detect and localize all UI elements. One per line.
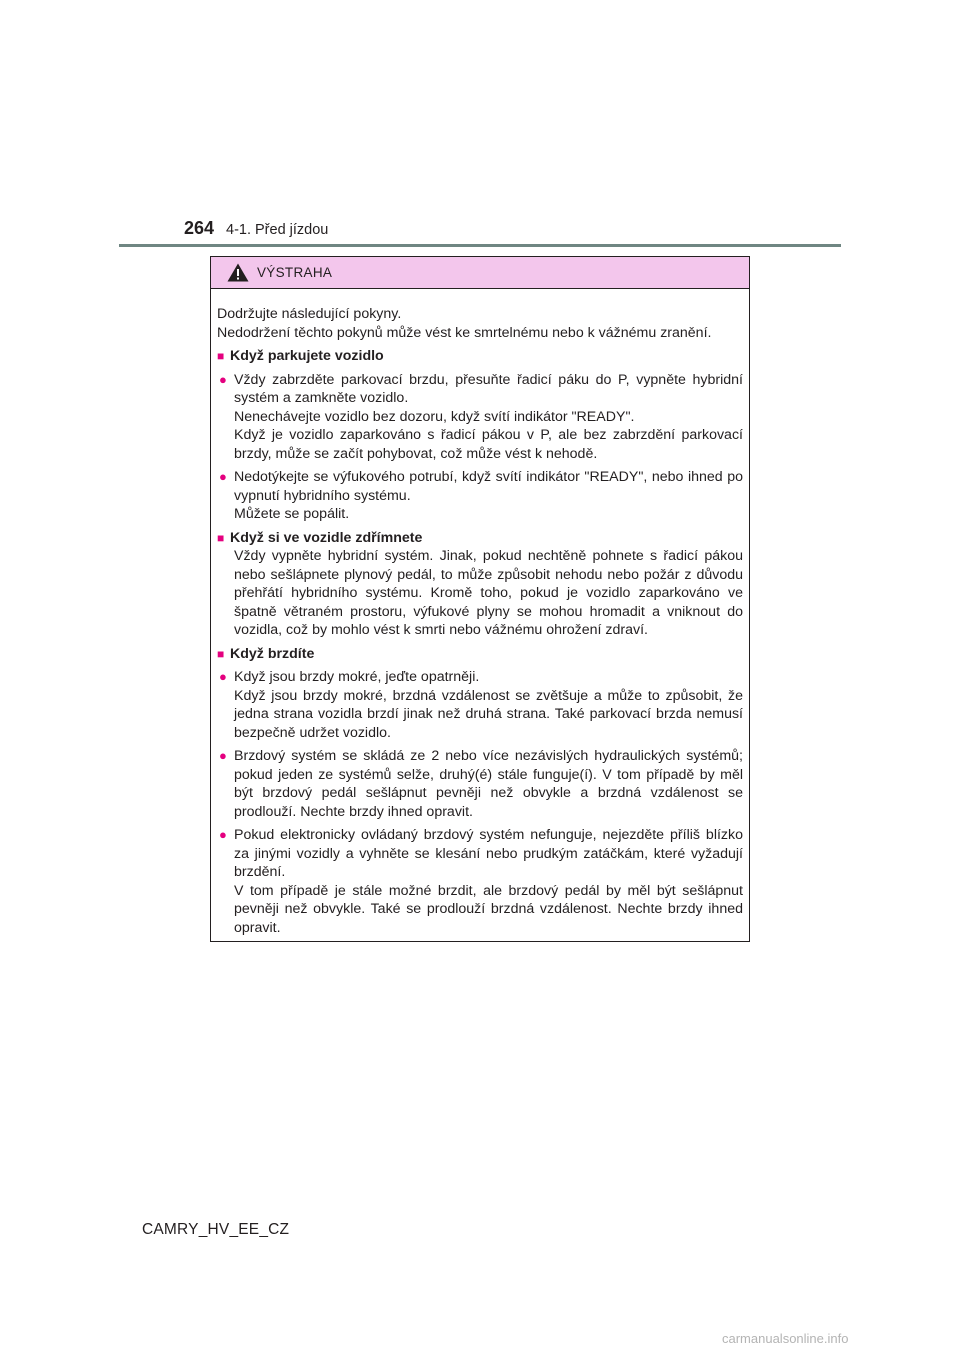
- warning-body: [211, 289, 749, 937]
- bullet-text: [234, 826, 743, 937]
- bullet-line: Nedotýkejte se výfukového potrubí, když svítí indikátor "READY", nebo ihned po vypnutí hybridního systému.: [234, 469, 743, 504]
- warning-header: [211, 257, 749, 289]
- bullet-item: [217, 668, 743, 742]
- circle-bullet-icon: ●: [219, 748, 227, 763]
- bullet-line: Pokud elektronicky ovládaný brzdový systém nefunguje, nejezděte příliš blízko za jinými vozidly a vyhněte se klesání nebo prudkým zatáčkám, které vyžadují brzdění.: [234, 827, 743, 880]
- bullet-line: Nenechávejte vozidlo bez dozoru, když svítí indikátor "READY".: [234, 408, 635, 425]
- bullet-line: Když je vozidlo zaparkováno s řadicí pákou v P, ale bez zabrzdění parkovací brzdy, může se začít pohybovat, což může vést k nehodě.: [234, 427, 743, 462]
- circle-bullet-icon: ●: [219, 669, 227, 684]
- bullet-line: Když jsou brzdy mokré, brzdná vzdálenost se zvětšuje a může to způsobit, že jedna strana vozidla brzdí jinak než druhá strana. Také parkovací brzda nemusí bezpečně udržet vozidlo.: [234, 687, 743, 741]
- section-heading-text: Když parkujete vozidlo: [230, 348, 384, 364]
- intro-line: Dodržujte následující pokyny.: [217, 306, 402, 322]
- watermark: carmanualsonline.info: [722, 1331, 849, 1346]
- bullet-text: [234, 468, 743, 524]
- bullet-line: Brzdový systém se skládá ze 2 nebo více nezávislých hydraulických systémů; pokud jeden ze systémů selže, druhý(é) stále funguje(í). V tom případě by měl být brzdový pedál sešlápnut pevněji než obvykle a brzdná vzdálenost se prodlouží. Nechte brzdy ihned opravit.: [234, 748, 743, 820]
- bullet-line: Můžete se popálit.: [234, 506, 350, 522]
- document-id: CAMRY_HV_EE_CZ: [142, 1221, 290, 1238]
- section-heading: [217, 529, 743, 548]
- header-divider: [119, 244, 841, 247]
- section-heading-text: Když brzdíte: [230, 645, 315, 662]
- circle-bullet-icon: ●: [219, 469, 227, 484]
- bullet-item: [217, 468, 743, 524]
- section-heading-text: Když si ve vozidle zdřímnete: [230, 529, 423, 546]
- warning-title: VÝSTRAHA: [257, 265, 333, 280]
- bullet-item: [217, 747, 743, 821]
- warning-section: [217, 645, 743, 938]
- warning-section: [217, 347, 743, 524]
- warning-intro: [217, 305, 743, 342]
- bullet-text: [234, 371, 743, 464]
- bullet-item: [217, 371, 743, 464]
- square-bullet-icon: ■: [217, 349, 225, 363]
- bullet-text: [234, 668, 743, 742]
- section-paragraph: [217, 547, 743, 640]
- bullet-line: V tom případě je stále možné brzdit, ale brzdový pedál by měl být sešlápnut pevněji než obvykle. Také se prodlouží brzdná vzdálenost. Nechte brzdy ihned opravit.: [234, 882, 743, 936]
- warning-box: [210, 256, 750, 942]
- section-heading: [217, 347, 743, 366]
- bullet-line: Vždy zabrzděte parkovací brzdu, přesuňte řadicí páku do P, vypněte hybridní systém a zamkněte vozidlo.: [234, 371, 743, 406]
- section-title: 4-1. Před jízdou: [226, 222, 329, 238]
- warning-sections: [217, 347, 743, 937]
- bullet-text: [234, 747, 743, 821]
- circle-bullet-icon: ●: [219, 371, 227, 387]
- warning-section: [217, 529, 743, 640]
- warning-triangle-icon: [227, 263, 249, 282]
- square-bullet-icon: ■: [217, 646, 225, 661]
- circle-bullet-icon: ●: [219, 827, 227, 842]
- section-heading: [217, 645, 743, 664]
- bullet-line: Když jsou brzdy mokré, jeďte opatrněji.: [234, 669, 480, 685]
- page-number: 264: [184, 218, 215, 238]
- paragraph-text: Vždy vypněte hybridní systém. Jinak, pokud nechtěně pohnete s řadicí pákou nebo sešlápnete plynový pedál, to může způsobit nehodu nebo požár z důvodu přehřátí hybridního systému. Kromě toho, pokud je vozidlo zaparkováno ve špatně větraném prostoru, výfukové plyny se mohou hromadit a vniknout do vozidla, což by mohlo vést k smrti nebo vážnému ohrožení zdraví.: [234, 548, 743, 638]
- square-bullet-icon: ■: [217, 530, 225, 545]
- bullet-item: [217, 826, 743, 937]
- intro-line: Nedodržení těchto pokynů může vést ke smrtelnému nebo k vážnému zranění.: [217, 324, 712, 341]
